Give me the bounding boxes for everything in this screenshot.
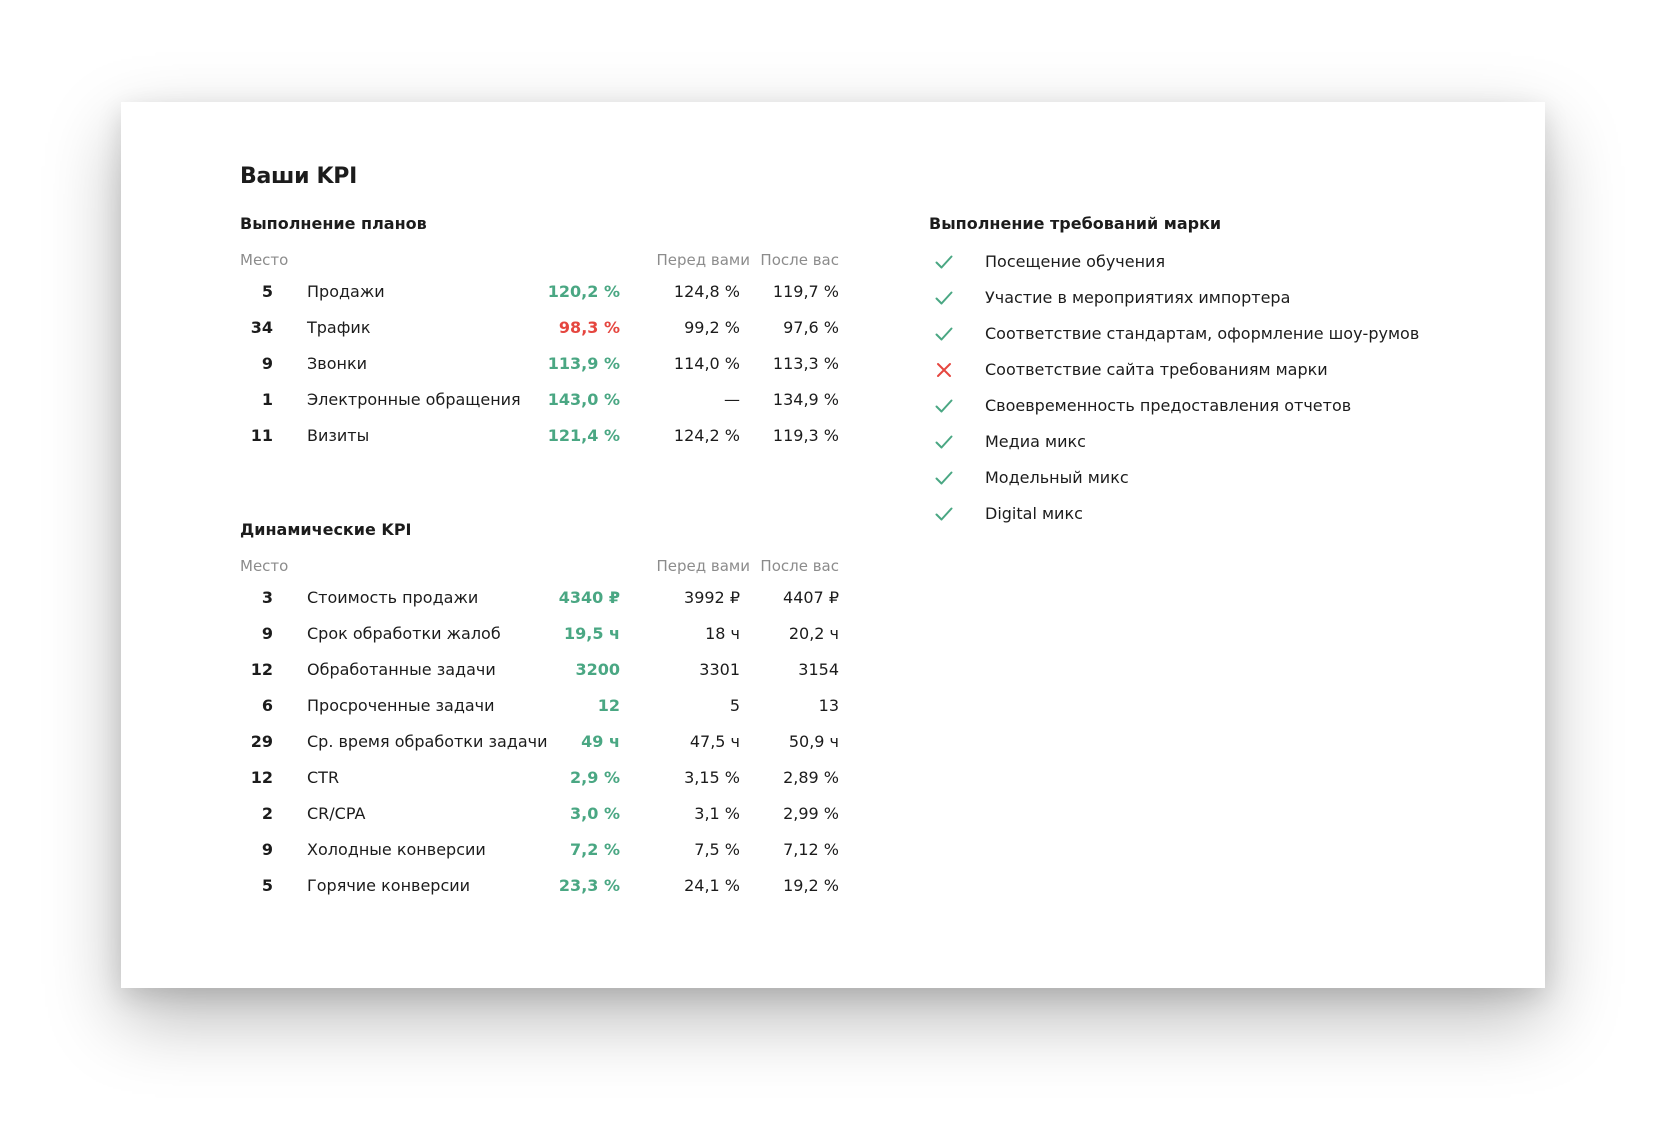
row-place: 9 bbox=[261, 624, 273, 643]
row-after: 119,3 % bbox=[772, 426, 839, 445]
row-value: 4340 ₽ bbox=[558, 588, 620, 607]
row-name: Горячие конверсии bbox=[307, 876, 471, 895]
table-row bbox=[240, 310, 840, 346]
table-row bbox=[240, 796, 840, 832]
row-place: 1 bbox=[261, 390, 273, 409]
row-after: 119,7 % bbox=[772, 282, 839, 301]
row-value: 121,4 % bbox=[547, 426, 620, 445]
row-after: 113,3 % bbox=[772, 354, 839, 373]
table-row bbox=[240, 868, 840, 904]
requirement-label: Посещение обучения bbox=[985, 252, 1166, 271]
row-value: 113,9 % bbox=[547, 354, 620, 373]
row-after: 20,2 ч bbox=[788, 624, 839, 643]
row-before: 114,0 % bbox=[673, 354, 740, 373]
row-name: Электронные обращения bbox=[307, 390, 521, 409]
requirement-label: Медиа микс bbox=[985, 432, 1086, 451]
header-after: После вас bbox=[760, 251, 839, 269]
row-before: 47,5 ч bbox=[689, 732, 740, 751]
row-after: 7,12 % bbox=[783, 840, 839, 859]
row-before: 124,2 % bbox=[673, 426, 740, 445]
row-before: 3,15 % bbox=[684, 768, 740, 787]
row-before: 99,2 % bbox=[684, 318, 740, 337]
table-header bbox=[240, 246, 840, 274]
header-before: Перед вами bbox=[656, 251, 750, 269]
row-name: Холодные конверсии bbox=[307, 840, 486, 859]
row-place: 5 bbox=[261, 282, 273, 301]
requirements-section-title: Выполнение требований марки bbox=[929, 214, 1222, 233]
row-name: Ср. время обработки задачи bbox=[307, 732, 548, 751]
dynamic-section-title: Динамические KPI bbox=[240, 520, 412, 539]
row-value: 12 bbox=[597, 696, 620, 715]
requirement-item bbox=[929, 352, 1489, 388]
row-place: 5 bbox=[261, 876, 273, 895]
row-after: 97,6 % bbox=[783, 318, 839, 337]
requirement-label: Модельный микс bbox=[985, 468, 1129, 487]
row-after: 19,2 % bbox=[783, 876, 839, 895]
row-place: 11 bbox=[250, 426, 273, 445]
header-place: Место bbox=[240, 251, 289, 269]
plans-section-title: Выполнение планов bbox=[240, 214, 427, 233]
row-value: 23,3 % bbox=[558, 876, 620, 895]
check-icon bbox=[935, 253, 953, 271]
row-before: 7,5 % bbox=[694, 840, 740, 859]
table-row bbox=[240, 580, 840, 616]
check-icon bbox=[935, 433, 953, 451]
row-value: 7,2 % bbox=[570, 840, 620, 859]
table-header bbox=[240, 552, 840, 580]
row-after: 134,9 % bbox=[772, 390, 839, 409]
row-before: — bbox=[724, 390, 740, 409]
row-place: 2 bbox=[261, 804, 273, 823]
row-name: Срок обработки жалоб bbox=[307, 624, 501, 643]
row-value: 143,0 % bbox=[547, 390, 620, 409]
row-value: 120,2 % bbox=[547, 282, 620, 301]
page-title: Ваши KPI bbox=[240, 164, 358, 189]
requirement-item bbox=[929, 280, 1489, 316]
row-value: 3,0 % bbox=[570, 804, 620, 823]
table-row bbox=[240, 688, 840, 724]
kpi-card bbox=[121, 102, 1545, 988]
requirement-item bbox=[929, 244, 1489, 280]
row-after: 13 bbox=[818, 696, 839, 715]
table-row bbox=[240, 274, 840, 310]
table-row bbox=[240, 760, 840, 796]
check-icon bbox=[935, 505, 953, 523]
row-place: 12 bbox=[250, 660, 273, 679]
table-row bbox=[240, 346, 840, 382]
row-value: 19,5 ч bbox=[563, 624, 620, 643]
row-name: Обработанные задачи bbox=[307, 660, 496, 679]
row-value: 2,9 % bbox=[570, 768, 620, 787]
check-icon bbox=[935, 289, 953, 307]
requirement-item bbox=[929, 496, 1489, 532]
header-after: После вас bbox=[760, 557, 839, 575]
requirement-label: Участие в мероприятиях импортера bbox=[985, 288, 1291, 307]
header-place: Место bbox=[240, 557, 289, 575]
row-before: 124,8 % bbox=[673, 282, 740, 301]
row-before: 24,1 % bbox=[684, 876, 740, 895]
row-before: 18 ч bbox=[705, 624, 740, 643]
row-name: Трафик bbox=[307, 318, 371, 337]
check-icon bbox=[935, 397, 953, 415]
row-after: 50,9 ч bbox=[788, 732, 839, 751]
table-row bbox=[240, 382, 840, 418]
plans-table bbox=[240, 246, 840, 454]
requirement-label: Соответствие стандартам, оформление шоу-румов bbox=[985, 324, 1420, 343]
row-place: 12 bbox=[250, 768, 273, 787]
header-before: Перед вами bbox=[656, 557, 750, 575]
requirement-label: Своевременность предоставления отчетов bbox=[985, 396, 1352, 415]
row-before: 3301 bbox=[699, 660, 740, 679]
row-place: 6 bbox=[261, 696, 273, 715]
check-icon bbox=[935, 469, 953, 487]
table-row bbox=[240, 652, 840, 688]
table-row bbox=[240, 418, 840, 454]
row-before: 5 bbox=[729, 696, 740, 715]
row-value: 3200 bbox=[575, 660, 620, 679]
row-name: CR/CPA bbox=[307, 804, 366, 823]
table-row bbox=[240, 616, 840, 652]
row-before: 3992 ₽ bbox=[684, 588, 740, 607]
requirement-label: Соответствие сайта требованиям марки bbox=[985, 360, 1328, 379]
row-before: 3,1 % bbox=[694, 804, 740, 823]
row-after: 2,99 % bbox=[783, 804, 839, 823]
row-after: 3154 bbox=[798, 660, 839, 679]
requirement-item bbox=[929, 388, 1489, 424]
requirement-item bbox=[929, 460, 1489, 496]
row-value: 49 ч bbox=[581, 732, 620, 751]
row-after: 2,89 % bbox=[783, 768, 839, 787]
check-icon bbox=[935, 325, 953, 343]
row-place: 34 bbox=[250, 318, 273, 337]
requirements-list bbox=[929, 244, 1489, 532]
row-place: 9 bbox=[261, 840, 273, 859]
row-name: Продажи bbox=[307, 282, 385, 301]
row-name: CTR bbox=[307, 768, 340, 787]
row-place: 3 bbox=[261, 588, 273, 607]
table-row bbox=[240, 832, 840, 868]
row-name: Звонки bbox=[307, 354, 367, 373]
cross-icon bbox=[935, 361, 953, 379]
table-row bbox=[240, 724, 840, 760]
row-value: 98,3 % bbox=[558, 318, 620, 337]
row-name: Стоимость продажи bbox=[307, 588, 479, 607]
requirement-label: Digital микс bbox=[985, 504, 1083, 523]
row-place: 29 bbox=[250, 732, 273, 751]
requirement-item bbox=[929, 424, 1489, 460]
requirement-item bbox=[929, 316, 1489, 352]
row-place: 9 bbox=[261, 354, 273, 373]
dynamic-table bbox=[240, 552, 840, 904]
row-after: 4407 ₽ bbox=[783, 588, 839, 607]
row-name: Визиты bbox=[307, 426, 370, 445]
row-name: Просроченные задачи bbox=[307, 696, 495, 715]
